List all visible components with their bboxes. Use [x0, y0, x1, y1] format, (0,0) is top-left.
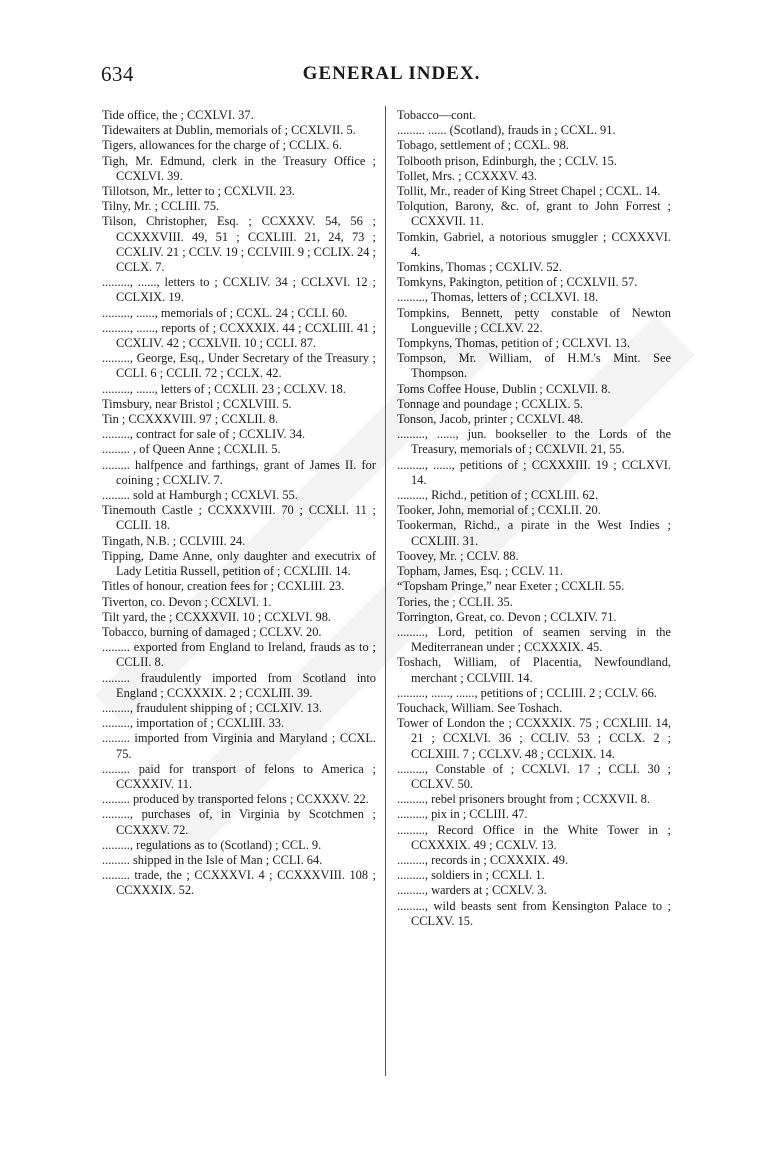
index-entry: ........., George, Esq., Under Secretary of the Treasury ; CCLI. 6 ; CCLII. 72 ; CCLX. 42. — [102, 351, 376, 381]
index-entry: ........., ......, memorials of ; CCXL. 24 ; CCLI. 60. — [102, 305, 348, 320]
index-entry: ........., ......, jun. bookseller to the Lords of the Treasury, memorials of ; CCXLVII. 21, 55. — [397, 427, 671, 457]
index-entry: ........., regulations as to (Scotland) ; CCL. 9. — [102, 837, 322, 852]
index-entry: ......... sold at Hamburgh ; CCXLVI. 55. — [102, 488, 298, 503]
index-entry: ........., ......, petitions of ; CCXXXIII. 19 ; CCLXVI. 14. — [397, 457, 671, 487]
index-entry: ........., pix in ; CCLIII. 47. — [397, 807, 528, 822]
index-entry: Tide office, the ; CCXLVI. 37. — [102, 108, 254, 122]
index-entry: ......... fraudulently imported from Scotland into England ; CCXXXIX. 2 ; CCXLIII. 39. — [102, 670, 376, 700]
page-header — [101, 62, 682, 88]
index-entry: Tigers, allowances for the charge of ; CCLIX. 6. — [102, 138, 342, 153]
index-entry: ......... paid for transport of felons to America ; CCXXXIV. 11. — [102, 761, 376, 791]
index-entry: Touchack, William. See Toshach. — [397, 700, 563, 715]
index-entry: Tobago, settlement of ; CCXL. 98. — [397, 138, 569, 153]
index-entry: Toovey, Mr. ; CCLV. 88. — [397, 548, 519, 563]
index-entry: Tilt yard, the ; CCXXXVII. 10 ; CCXLVI. 98. — [102, 609, 332, 624]
index-entry: ........., fraudulent shipping of ; CCLXIV. 13. — [102, 700, 323, 715]
index-entry: Tories, the ; CCLII. 35. — [397, 594, 513, 609]
index-entry: ......... ...... (Scotland), frauds in ; CCXL. 91. — [397, 123, 616, 138]
index-entry: Tomkin, Gabriel, a notorious smuggler ; CCXXXVI. 4. — [397, 229, 671, 259]
index-entry: Tipping, Dame Anne, only daughter and executrix of Lady Letitia Russell, petition of ; CCXLIII. 14. — [102, 548, 376, 579]
index-entry: Tooker, John, memorial of ; CCXLII. 20. — [397, 503, 601, 518]
index-entry: ........., Thomas, letters of ; CCLXVI. 18. — [397, 290, 599, 305]
index-entry: Tolqution, Barony, &c. of, grant to John Forrest ; CCXXVII. 11. — [397, 199, 671, 229]
index-entry: Toshach, William, of Placentia, Newfoundland, merchant ; CCLVIII. 14. — [397, 655, 671, 685]
index-entry: Tolbooth prison, Edinburgh, the ; CCLV. 15. — [397, 153, 617, 168]
index-entry: Tompkyns, Thomas, petition of ; CCLXVI. 13. — [397, 336, 630, 351]
index-entry: ........., Richd., petition of ; CCXLIII. 62. — [397, 488, 598, 503]
index-entry: Tompkins, Bennett, petty constable of Newton Longueville ; CCLXV. 22. — [397, 305, 671, 335]
index-entry: Tinemouth Castle ; CCXXXVIII. 70 ; CCXLI. 11 ; CCLII. 18. — [102, 503, 376, 533]
index-entry: ........., purchases of, in Virginia by Scotchmen ; CCXXXV. 72. — [102, 807, 376, 837]
index-entry: ........., Lord, petition of seamen serving in the Mediterranean under ; CCXXXIX. 45. — [397, 624, 671, 655]
index-entry: Tomkins, Thomas ; CCXLIV. 52. — [397, 260, 562, 275]
index-entry: ........., ......, reports of ; CCXXXIX. 44 ; CCXLIII. 41 ; CCXLIV. 42 ; CCXLVII. 10 ; CCLI. 87. — [102, 320, 376, 351]
index-entry: Timsbury, near Bristol ; CCXLVIII. 5. — [102, 396, 292, 411]
index-entry: Tobacco, burning of damaged ; CCLXV. 20. — [102, 624, 322, 639]
index-entry: ........., records in ; CCXXXIX. 49. — [397, 852, 569, 867]
index-entry: Tower of London the ; CCXXXIX. 75 ; CCXLIII. 14, 21 ; CCXLVI. 36 ; CCLIV. 53 ; CCLX. 2 ; CCLXIII. 7 ; CCLXV. 48 ; CCLXIX. 14. — [397, 716, 671, 761]
index-entry: Tigh, Mr. Edmund, clerk in the Treasury Office ; CCXLVI. 39. — [102, 153, 376, 183]
index-entry: ......... shipped in the Isle of Man ; CCLI. 64. — [102, 852, 323, 867]
index-entry: Tonnage and poundage ; CCXLIX. 5. — [397, 396, 583, 411]
index-entry: Tollit, Mr., reader of King Street Chapel ; CCXL. 14. — [397, 184, 661, 199]
index-column-left — [102, 108, 376, 899]
index-entry: “Topsham Pringe,” near Exeter ; CCXLII. 55. — [397, 579, 625, 594]
index-entry: ......... trade, the ; CCXXXVI. 4 ; CCXXXVIII. 108 ; CCXXXIX. 52. — [102, 868, 376, 898]
index-entry: Tidewaiters at Dublin, memorials of ; CCXLVII. 5. — [102, 123, 356, 138]
index-entry: ........., soldiers in ; CCXLI. 1. — [397, 868, 545, 883]
index-entry: Tillotson, Mr., letter to ; CCXLVII. 23. — [102, 184, 295, 199]
index-entry: Torrington, Great, co. Devon ; CCLXIV. 71. — [397, 609, 617, 624]
index-entry: ......... produced by transported felons ; CCXXXV. 22. — [102, 792, 369, 807]
index-column-right — [397, 108, 671, 929]
index-entry: ........., Constable of ; CCXLVI. 17 ; CCLI. 30 ; CCLXV. 50. — [397, 761, 671, 791]
index-entry: ........., Record Office in the White Tower in ; CCXXXIX. 49 ; CCXLV. 13. — [397, 822, 671, 852]
index-entry: ......... exported from England to Ireland, frauds as to ; CCLII. 8. — [102, 640, 376, 670]
index-entry: Topham, James, Esq. ; CCLV. 11. — [397, 564, 563, 579]
index-entry: ........., wild beasts sent from Kensington Palace to ; CCLXV. 15. — [397, 898, 671, 928]
index-entry: ........., warders at ; CCXLV. 3. — [397, 883, 547, 898]
index-entry: ......... imported from Virginia and Maryland ; CCXL. 75. — [102, 731, 376, 761]
index-entry: ......... halfpence and farthings, grant of James II. for coining ; CCXLIV. 7. — [102, 457, 376, 487]
index-entry: Tomkyns, Pakington, petition of ; CCXLVII. 57. — [397, 275, 638, 290]
index-entry: Tobacco—cont. — [397, 108, 476, 122]
index-entry: ........., rebel prisoners brought from ; CCXXVII. 8. — [397, 792, 650, 807]
index-entry: Tin ; CCXXXVIII. 97 ; CCXLII. 8. — [102, 412, 279, 427]
running-title: GENERAL INDEX. — [302, 63, 481, 84]
index-entry: ........., ......, letters of ; CCXLII. 23 ; CCLXV. 18. — [102, 381, 346, 396]
index-entry: Tookerman, Richd., a pirate in the West Indies ; CCXLIII. 31. — [397, 518, 671, 548]
index-entry: Titles of honour, creation fees for ; CCXLIII. 23. — [102, 579, 345, 594]
index-entry: Tilson, Christopher, Esq. ; CCXXXV. 54, 56 ; CCXXXVIII. 49, 51 ; CCXLIII. 21, 24, 73 ; CCXLIV. 21 ; CCLV. 19 ; CCLVIII. 9 ; CCLIX. 24 ; CCLX. 7. — [102, 214, 376, 275]
index-entry: Tompson, Mr. William, of H.M.'s Mint. See Thompson. — [397, 351, 671, 381]
index-entry: Tilny, Mr. ; CCLIII. 75. — [102, 199, 220, 214]
page-number: 634 — [101, 62, 134, 86]
index-entry: ........., ......, letters to ; CCXLIV. 34 ; CCLXVI. 12 ; CCLXIX. 19. — [102, 275, 376, 305]
index-entry: Tiverton, co. Devon ; CCXLVI. 1. — [102, 594, 272, 609]
index-entry: ......... , of Queen Anne ; CCXLII. 5. — [102, 442, 281, 457]
index-entry: Tingath, N.B. ; CCLVIII. 24. — [102, 533, 246, 548]
index-entry: ........., ......, ......, petitions of ; CCLIII. 2 ; CCLV. 66. — [397, 685, 657, 700]
index-entry: Tollet, Mrs. ; CCXXXV. 43. — [397, 168, 538, 183]
index-entry: Tonson, Jacob, printer ; CCXLVI. 48. — [397, 412, 584, 427]
index-entry: ........., importation of ; CCXLIII. 33. — [102, 716, 285, 731]
index-entry: Toms Coffee House, Dublin ; CCXLVII. 8. — [397, 381, 611, 396]
index-entry: ........., contract for sale of ; CCXLIV. 34. — [102, 427, 306, 442]
column-divider — [385, 106, 386, 1076]
